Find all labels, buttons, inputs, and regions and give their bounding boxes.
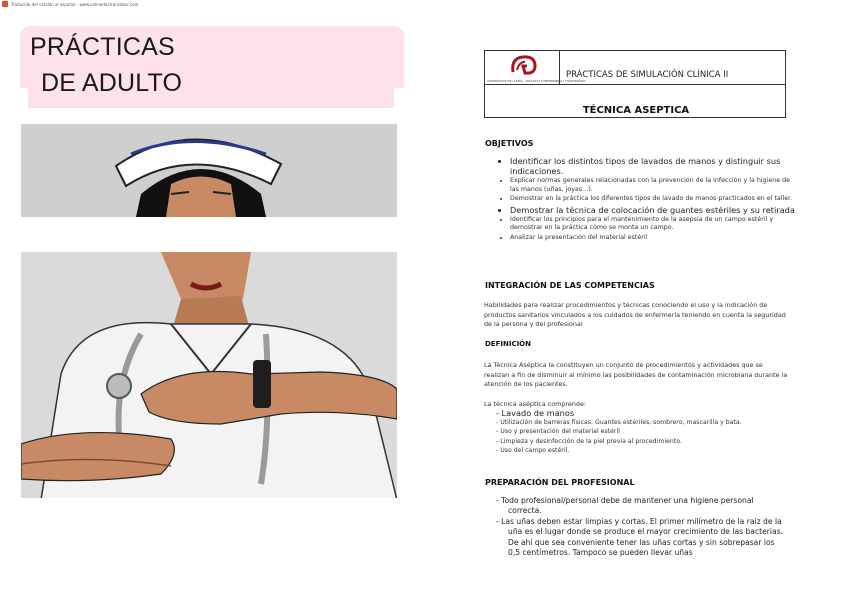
document-header <box>484 50 786 118</box>
list-item: • Identificar los principios para el mantenimiento de la asepsia de un campo estéril y demostrar en la práctica cómo se monta un campo. <box>510 216 795 233</box>
list-item: • Explicar normas generales relacionadas con la prevención de la infección y la higiene de las manos (uñas, joyas…). <box>510 177 795 194</box>
translator-icon <box>2 1 8 7</box>
list-item: • Identificar los distintos tipos de lavados de manos y distinguir sus indicaciones. <box>510 156 795 176</box>
course-name: PRÁCTICAS DE SIMULACIÓN CLÍNICA II <box>566 70 729 80</box>
definicion-heading: DEFINICIÓN <box>485 340 531 348</box>
preparacion-list <box>496 496 788 558</box>
definicion-text: La Técnica Aséptica la constituyen un conjunto de procedimientos y actividades que se realizan a fin de disminuir al mínimo las posibilidades de contaminación microbiana durante la atención de los pacientes. <box>484 361 788 388</box>
list-item: - Limpieza y desinfección de la piel previa al procedimiento. <box>496 437 682 445</box>
list-item: • Demostrar en la práctica los diferentes tipos de lavado de manos practicados en el taller. <box>510 195 795 204</box>
list-item: - Las uñas deben estar limpias y cortas. El primer milímetro de la raíz de la uña es el lugar donde se produce el mayor crecimiento de las bacterias. De ahí que sea conveniente tener las uñas cortas y sin sobrepasar los 0,5 centímetros. Tampoco se pueden llevar uñas <box>496 516 784 558</box>
logo-caption: UNIVERSITAT DE LLEIDA · FACULTAT D'INFERMERIA I FISIOTERÀPIA <box>487 79 586 83</box>
document-title: TÉCNICA ASEPTICA <box>582 105 690 116</box>
cover-title-line-1: PRÁCTICAS <box>30 33 175 61</box>
translation-notice: Traducido del catalán al español - www.onlinedoctranslator.com <box>11 1 139 7</box>
integracion-heading: INTEGRACIÓN DE LAS COMPETENCIAS <box>485 281 655 290</box>
list-item: - Lavado de manos <box>496 408 575 418</box>
list-item: • Demostrar la técnica de colocación de guantes estériles y su retirada <box>510 205 795 215</box>
list-item: - Todo profesional/personal debe de mantener una higiene personal correcta. <box>496 496 754 516</box>
list-item: - Uso y presentación del material estéril <box>496 428 620 436</box>
university-logo <box>509 54 539 76</box>
nurse-illustration <box>21 124 397 500</box>
translation-bar <box>0 0 139 8</box>
list-item: - Uso del campo estéril. <box>496 447 570 455</box>
preparacion-heading: PREPARACIÓN DEL PROFESIONAL <box>485 478 635 487</box>
list-item: • Analizar la presentación del material estéril <box>510 234 795 243</box>
objetivos-list <box>498 156 795 244</box>
definicion-list <box>496 408 788 456</box>
list-item: - Utilización de barreras físicas: Guantes estériles, sombrero, mascarilla y bata. <box>496 419 742 426</box>
cover-title-line-2: DE ADULTO <box>41 69 183 97</box>
integracion-text: Habilidades para realizar procedimientos y técnicas conociendo el uso y la indicación de productos sanitarios vinculados a los cuidados de enfermería teniendo en cuenta la seguridad de la persona y del profesional <box>484 301 786 328</box>
logo-cell <box>485 51 586 85</box>
objetivos-heading: OBJETIVOS <box>485 139 534 148</box>
definicion-intro: La técnica aséptica comprende: <box>484 400 587 408</box>
